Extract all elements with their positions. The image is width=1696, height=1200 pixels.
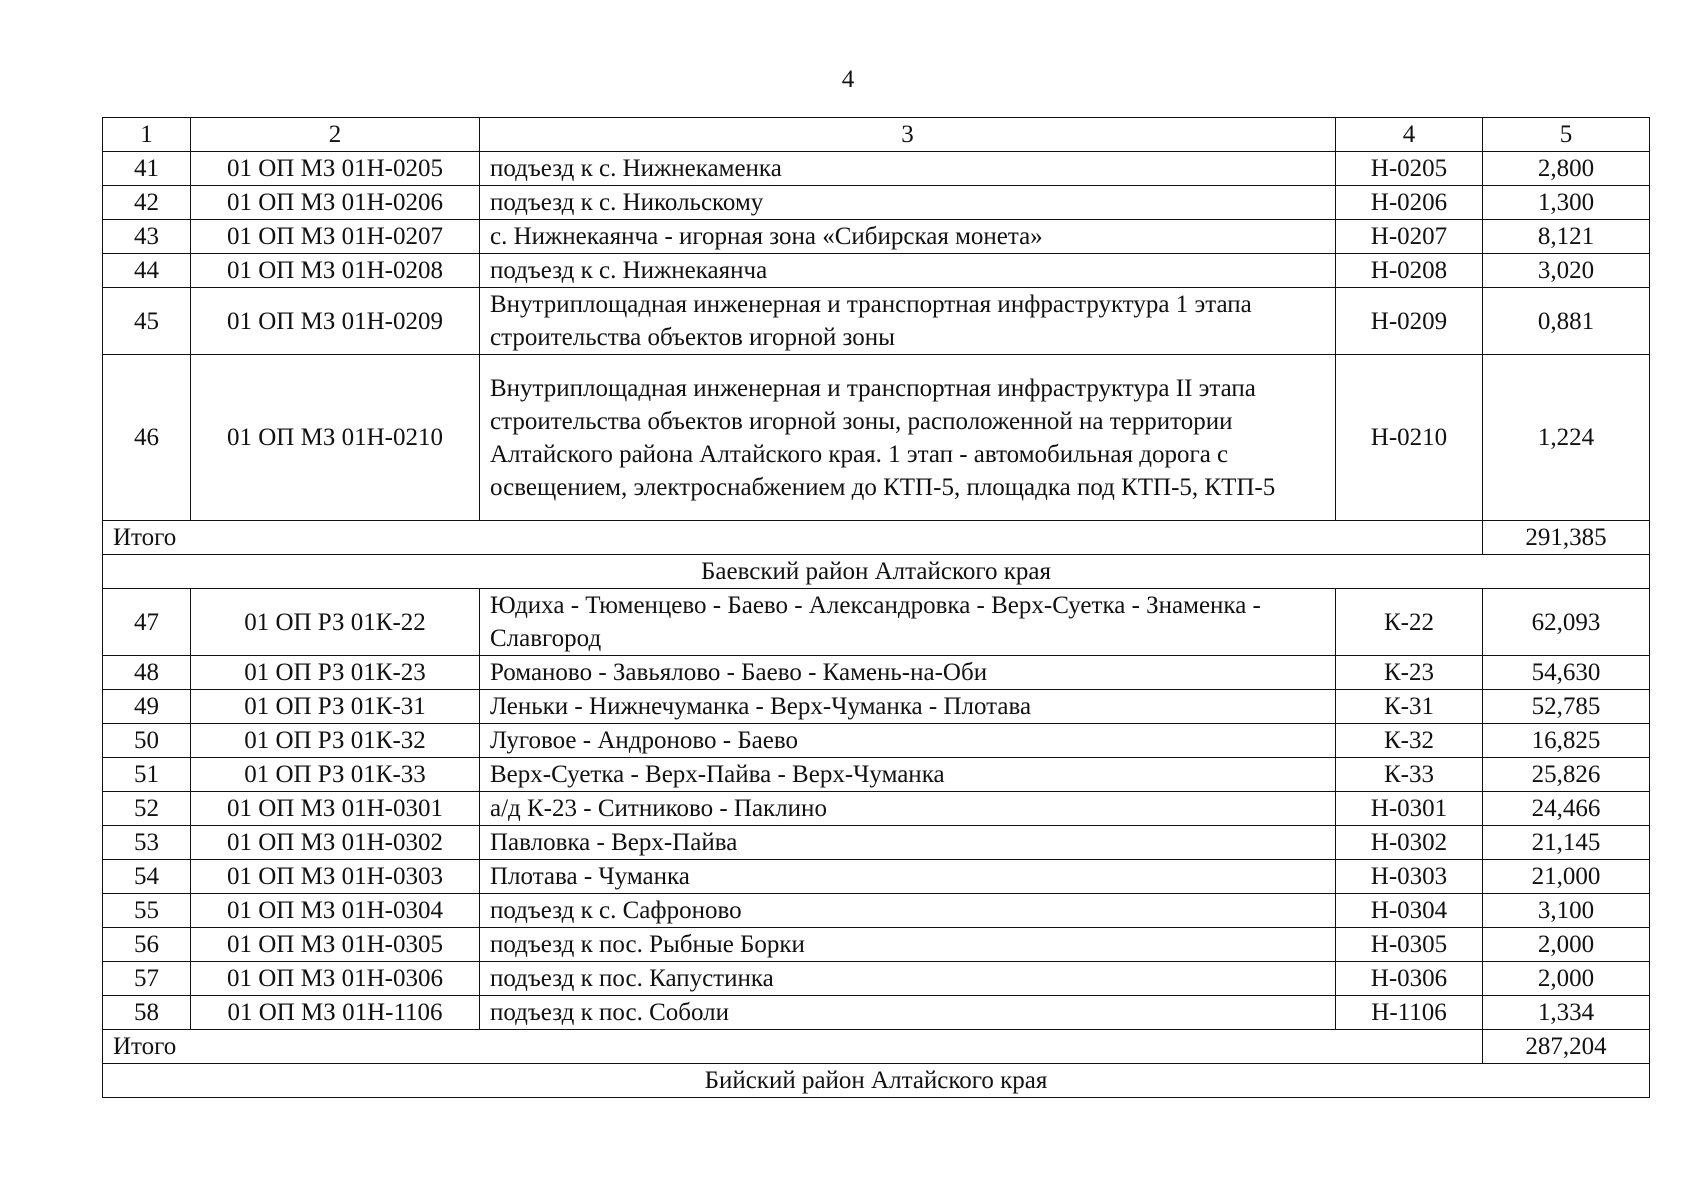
- row-number: 57: [103, 962, 191, 996]
- road-code: 01 ОП МЗ 01Н-0210: [191, 355, 480, 521]
- road-id: Н-0305: [1336, 928, 1483, 962]
- road-code: 01 ОП МЗ 01Н-0303: [191, 860, 480, 894]
- road-id: Н-0302: [1336, 826, 1483, 860]
- total-row: [103, 1030, 1650, 1064]
- road-name: подъезд к с. Нижнекаменка: [480, 152, 1336, 186]
- road-code: 01 ОП МЗ 01Н-0305: [191, 928, 480, 962]
- road-code: 01 ОП РЗ 01К-33: [191, 758, 480, 792]
- district-title: Бийский район Алтайского края: [103, 1064, 1650, 1098]
- table-row: [103, 690, 1650, 724]
- road-id: К-32: [1336, 724, 1483, 758]
- road-code: 01 ОП МЗ 01Н-0205: [191, 152, 480, 186]
- road-code: 01 ОП МЗ 01Н-0304: [191, 894, 480, 928]
- road-length: 1,224: [1483, 355, 1650, 521]
- road-code: 01 ОП РЗ 01К-32: [191, 724, 480, 758]
- table-row: [103, 758, 1650, 792]
- road-length: 52,785: [1483, 690, 1650, 724]
- road-id: К-31: [1336, 690, 1483, 724]
- road-code: 01 ОП РЗ 01К-22: [191, 589, 480, 656]
- road-id: Н-0206: [1336, 186, 1483, 220]
- total-label: Итого: [103, 521, 1483, 555]
- road-name: Внутриплощадная инженерная и транспортная инфраструктура II этапа строительства объектов игорной зоны, расположенной на территории Алтайского района Алтайского края. 1 этап - автомобильная дорога с освещением, электроснабжением до КТП-5, площадка под КТП-5, КТП-5: [480, 355, 1336, 521]
- header-col-3: 3: [480, 118, 1336, 152]
- road-code: 01 ОП МЗ 01Н-0207: [191, 220, 480, 254]
- road-id: К-23: [1336, 656, 1483, 690]
- row-number: 49: [103, 690, 191, 724]
- road-id: Н-0209: [1336, 288, 1483, 355]
- road-length: 24,466: [1483, 792, 1650, 826]
- table-row: [103, 288, 1650, 355]
- road-code: 01 ОП МЗ 01Н-0306: [191, 962, 480, 996]
- road-length: 62,093: [1483, 589, 1650, 656]
- table-row: [103, 826, 1650, 860]
- total-value: 291,385: [1483, 521, 1650, 555]
- road-code: 01 ОП МЗ 01Н-0206: [191, 186, 480, 220]
- road-name: а/д К-23 - Ситниково - Паклино: [480, 792, 1336, 826]
- road-name: Внутриплощадная инженерная и транспортная инфраструктура 1 этапа строительства объектов игорной зоны: [480, 288, 1336, 355]
- road-code: 01 ОП МЗ 01Н-1106: [191, 996, 480, 1030]
- road-id: Н-0208: [1336, 254, 1483, 288]
- road-length: 3,100: [1483, 894, 1650, 928]
- road-length: 2,800: [1483, 152, 1650, 186]
- row-number: 53: [103, 826, 191, 860]
- road-code: 01 ОП МЗ 01Н-0301: [191, 792, 480, 826]
- road-name: Павловка - Верх-Пайва: [480, 826, 1336, 860]
- row-number: 42: [103, 186, 191, 220]
- road-length: 2,000: [1483, 928, 1650, 962]
- road-length: 21,000: [1483, 860, 1650, 894]
- page-number: 4: [841, 66, 855, 93]
- table-row: [103, 656, 1650, 690]
- road-id: Н-0205: [1336, 152, 1483, 186]
- road-name: Юдиха - Тюменцево - Баево - Александровка - Верх-Суетка - Знаменка - Славгород: [480, 589, 1336, 656]
- road-code: 01 ОП МЗ 01Н-0208: [191, 254, 480, 288]
- table-row: [103, 589, 1650, 656]
- road-id: Н-0304: [1336, 894, 1483, 928]
- table-row: [103, 152, 1650, 186]
- row-number: 55: [103, 894, 191, 928]
- table-row: [103, 894, 1650, 928]
- row-number: 43: [103, 220, 191, 254]
- road-name: Луговое - Андроново - Баево: [480, 724, 1336, 758]
- roads-table: [102, 117, 1650, 1098]
- road-code: 01 ОП МЗ 01Н-0209: [191, 288, 480, 355]
- district-title: Баевский район Алтайского края: [103, 555, 1650, 589]
- road-length: 8,121: [1483, 220, 1650, 254]
- header-col-1: 1: [103, 118, 191, 152]
- row-number: 54: [103, 860, 191, 894]
- row-number: 56: [103, 928, 191, 962]
- road-length: 2,000: [1483, 962, 1650, 996]
- road-length: 21,145: [1483, 826, 1650, 860]
- road-length: 1,300: [1483, 186, 1650, 220]
- road-id: К-22: [1336, 589, 1483, 656]
- road-name: подъезд к пос. Соболи: [480, 996, 1336, 1030]
- row-number: 50: [103, 724, 191, 758]
- road-name: подъезд к пос. Капустинка: [480, 962, 1336, 996]
- row-number: 46: [103, 355, 191, 521]
- table-row: [103, 928, 1650, 962]
- road-length: 16,825: [1483, 724, 1650, 758]
- header-row: [103, 118, 1650, 152]
- row-number: 58: [103, 996, 191, 1030]
- road-name: Романово - Завьялово - Баево - Камень-на-Оби: [480, 656, 1336, 690]
- road-length: 1,334: [1483, 996, 1650, 1030]
- road-id: Н-0301: [1336, 792, 1483, 826]
- section-header-row: [103, 555, 1650, 589]
- road-name: с. Нижнекаянча - игорная зона «Сибирская монета»: [480, 220, 1336, 254]
- road-code: 01 ОП РЗ 01К-23: [191, 656, 480, 690]
- table-row: [103, 254, 1650, 288]
- row-number: 41: [103, 152, 191, 186]
- road-length: 54,630: [1483, 656, 1650, 690]
- road-name: подъезд к с. Нижнекаянча: [480, 254, 1336, 288]
- road-id: Н-1106: [1336, 996, 1483, 1030]
- road-name: Плотава - Чуманка: [480, 860, 1336, 894]
- section-header-row: [103, 1064, 1650, 1098]
- total-value: 287,204: [1483, 1030, 1650, 1064]
- header-col-5: 5: [1483, 118, 1650, 152]
- road-id: Н-0306: [1336, 962, 1483, 996]
- row-number: 47: [103, 589, 191, 656]
- table-row: [103, 962, 1650, 996]
- table-row: [103, 724, 1650, 758]
- road-id: Н-0207: [1336, 220, 1483, 254]
- table-row: [103, 355, 1650, 521]
- road-length: 25,826: [1483, 758, 1650, 792]
- total-label: Итого: [103, 1030, 1483, 1064]
- row-number: 44: [103, 254, 191, 288]
- road-id: Н-0210: [1336, 355, 1483, 521]
- table-row: [103, 860, 1650, 894]
- header-col-4: 4: [1336, 118, 1483, 152]
- row-number: 51: [103, 758, 191, 792]
- road-id: Н-0303: [1336, 860, 1483, 894]
- header-col-2: 2: [191, 118, 480, 152]
- road-name: Верх-Суетка - Верх-Пайва - Верх-Чуманка: [480, 758, 1336, 792]
- table-row: [103, 792, 1650, 826]
- table-row: [103, 220, 1650, 254]
- road-name: подъезд к с. Сафроново: [480, 894, 1336, 928]
- road-id: К-33: [1336, 758, 1483, 792]
- total-row: [103, 521, 1650, 555]
- table-row: [103, 996, 1650, 1030]
- road-code: 01 ОП МЗ 01Н-0302: [191, 826, 480, 860]
- table-row: [103, 186, 1650, 220]
- road-name: подъезд к с. Никольскому: [480, 186, 1336, 220]
- row-number: 48: [103, 656, 191, 690]
- road-length: 3,020: [1483, 254, 1650, 288]
- road-name: Леньки - Нижнечуманка - Верх-Чуманка - Плотава: [480, 690, 1336, 724]
- road-name: подъезд к пос. Рыбные Борки: [480, 928, 1336, 962]
- row-number: 52: [103, 792, 191, 826]
- road-length: 0,881: [1483, 288, 1650, 355]
- row-number: 45: [103, 288, 191, 355]
- road-code: 01 ОП РЗ 01К-31: [191, 690, 480, 724]
